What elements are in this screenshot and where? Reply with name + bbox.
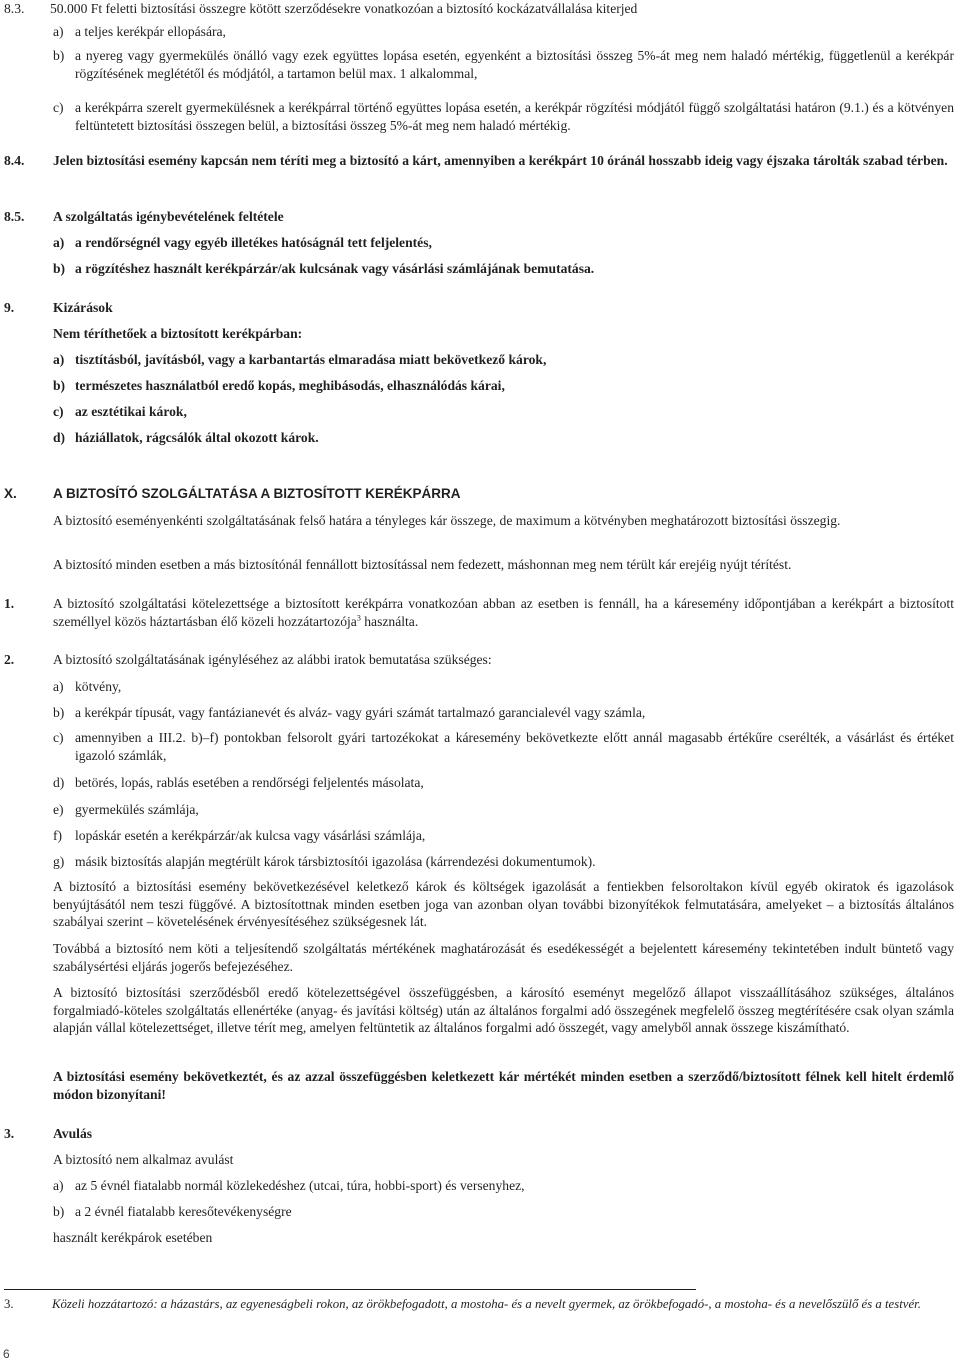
list-item — [53, 729, 954, 764]
list-text: másik biztosítás alapján megtérült károk társbiztosítói igazolása (kárrendezési dokumentumok). — [75, 854, 596, 869]
list-letter: d) — [53, 775, 65, 790]
paragraph: használt kerékpárok esetében — [53, 1230, 213, 1245]
footnote-divider — [4, 1289, 696, 1290]
list-item — [53, 377, 954, 395]
list-letter: c) — [53, 404, 64, 419]
list-letter: b) — [53, 48, 65, 63]
list-item — [53, 23, 954, 41]
list-text: lopáskár esetén a kerékpárzár/ak kulcsa vagy vásárlási számlája, — [75, 828, 426, 843]
list-letter: e) — [53, 802, 64, 817]
footnote-ref: 3 — [356, 613, 361, 623]
section-number: 9. — [4, 300, 15, 315]
list-text: háziállatok, rágcsálók által okozott károk. — [75, 430, 319, 445]
list-text: az 5 évnél fiatalabb normál közlekedéshez (utcai, túra, hobbi-sport) és versenyhez, — [75, 1178, 525, 1193]
list-letter: b) — [53, 1204, 65, 1219]
list-letter: a) — [53, 235, 65, 250]
list-letter: a) — [53, 352, 65, 367]
section-text — [53, 595, 954, 630]
subtitle-text: Nem téríthetőek a biztosított kerékpárban: — [53, 326, 303, 341]
list-letter: b) — [53, 378, 66, 393]
section-number: 2. — [4, 652, 15, 667]
paragraph: Továbbá a biztosító nem köti a teljesítendő szolgáltatás mértékének maghatározását és esedékességét a bejelentett káresemény tekintetében indult büntető vagy szabálysértési eljárás jogerős befejezéséhez. — [53, 941, 954, 974]
section-text: A szolgáltatás igénybevételének feltétele — [53, 209, 284, 224]
list-letter: g) — [53, 854, 65, 869]
list-text: a teljes kerékpár ellopására, — [75, 24, 226, 39]
list-text: a kerékpárra szerelt gyermekülésnek a kerékpárral történő együttes lopása esetén, a kerékpár rögzítési módjától függő szolgáltatási határon (9.1.) és a kötvényen feltüntetett biztosítási összegen belül, a biztosítási összeg 5%-át meg nem haladó mértékig. — [75, 100, 954, 133]
list-letter: a) — [53, 1178, 64, 1193]
list-item — [53, 1203, 954, 1221]
section-text: 50.000 Ft feletti biztosítási összegre kötött szerződésekre vonatkozóan a biztosító kockázatvállalása kiterjed — [50, 1, 638, 16]
list-item — [53, 403, 954, 421]
section-text: Jelen biztosítási esemény kapcsán nem téríti meg a biztosító a kárt, amennyiben a kerékpárt 10 óránál hosszabb ideig vagy éjszaka tárolták szabad térben. — [53, 153, 948, 168]
list-letter: c) — [53, 730, 64, 745]
section-subtitle — [53, 325, 954, 343]
list-letter: a) — [53, 24, 64, 39]
list-text: az esztétikai károk, — [75, 404, 187, 419]
list-item — [53, 47, 954, 82]
list-text: a nyereg vagy gyermekülés önálló vagy ezek együttes lopása esetén, egyenként a biztosítási összeg 5%-át meg nem haladó mértékig, függetlenül a kerékpár rögzítésének meglététől és módjától, a tartamon belül max. 1 alkalommal, — [75, 48, 954, 81]
list-item — [53, 801, 954, 819]
list-item — [53, 260, 954, 278]
list-text: tisztításból, javításból, vagy a karbantartás elmaradása miatt bekövetkező károk, — [75, 352, 547, 367]
list-text: a kerékpár típusát, vagy fantázianevét és alváz- vagy gyári számát tartalmazó garancialevél vagy számla, — [75, 705, 646, 720]
page-number: 6 — [3, 1347, 10, 1361]
list-text: betörés, lopás, rablás esetében a rendőrségi feljelentés másolata, — [75, 775, 424, 790]
section-number: 3. — [4, 1126, 15, 1141]
section-number: 8.4. — [4, 153, 25, 168]
list-letter: b) — [53, 261, 66, 276]
list-letter: b) — [53, 705, 65, 720]
list-item — [53, 827, 954, 845]
section-number: 8.5. — [4, 209, 25, 224]
list-letter: c) — [53, 100, 64, 115]
footnote — [4, 1296, 956, 1314]
list-item — [53, 774, 954, 792]
list-text: a rendőrségnél vagy egyéb illetékes hatóságnál tett feljelentés, — [75, 235, 432, 250]
paragraph: A biztosító minden esetben a más biztosítónál fennállott biztosítással nem fedezett, máshonnan meg nem térült kár erejéig nyújt térítést. — [53, 557, 792, 572]
paragraph: A biztosító biztosítási szerződésből eredő kötelezettségével összefüggésben, a károsító eseményt megelőző állapot visszaállításához szükséges, általános forgalmiadó-köteles szolgáltatás ellenértéke (anyag- és javítási költség) után az általános forgalmi adó összegének megfelelő összeg megtérítésére csak olyan számla alapján vállal kötelezettséget, illetve térít meg, amelyen feltüntetik az általános forgalmi adó összegét, vagy amelyből annak összege kiszámítható. — [53, 985, 954, 1036]
section-number: 8.3. — [4, 1, 25, 16]
section-title: A BIZTOSÍTÓ SZOLGÁLTATÁSA A BIZTOSÍTOTT KERÉKPÁRRA — [53, 486, 461, 501]
paragraph-emphasis: A biztosítási esemény bekövetkeztét, és az azzal összefüggésben keletkezett kár mértékét minden esetben a szerződő/biztosított félnek kell hitelt érdemlő módon bizonyítani! — [53, 1069, 954, 1102]
list-letter: d) — [53, 430, 66, 445]
list-item — [53, 429, 954, 447]
paragraph: A biztosító eseményenkénti szolgáltatásának felső határa a tényleges kár összege, de maximum a kötvényben meghatározott biztosítási összegig. — [53, 513, 841, 528]
list-text: kötvény, — [75, 679, 122, 694]
section-title: Kizárások — [53, 300, 113, 315]
footnote-number: 3. — [4, 1297, 14, 1311]
list-letter: a) — [53, 679, 64, 694]
paragraph: A biztosító a biztosítási esemény bekövetkezésével keletkező károk és költségek igazolását a fentiekben felsoroltakon kívül egyéb okiratok és igazolások benyújtásától nem teszi függővé. A biztosítottnak minden esetben joga van azonban olyan további bizonyítékok felmutatására, amelyeket – a biztosítás általános szabályai szerint – követelésének érvényesítéséhez szükségesnek lát. — [53, 879, 954, 930]
section-text: A biztosító szolgáltatásának igényléséhez az alábbi iratok bemutatása szükséges: — [53, 652, 492, 667]
list-item — [53, 1177, 954, 1195]
list-item — [53, 351, 954, 369]
section-text-main: A biztosító szolgáltatási kötelezettsége a biztosított kerékpárra vonatkozóan abban az esetben is fennáll, ha a káresemény időpontjában a kerékpárt a biztosított személlyel közös háztartásban élő közeli hozzátartozója — [53, 596, 954, 629]
section-title: Avulás — [53, 1126, 93, 1141]
list-item — [53, 99, 954, 134]
list-item — [53, 704, 954, 722]
list-text: természetes használatból eredő kopás, meghibásodás, elhasználódás kárai, — [75, 378, 505, 393]
footnote-text: Közeli hozzátartozó: a házastárs, az egyeneságbeli rokon, az örökbefogadott, a mostoha- és a nevelt gyermek, az örökbefogadó-, a mostoha- és a nevelőszülő és a testvér. — [52, 1297, 921, 1311]
list-item — [53, 853, 954, 871]
list-text: amennyiben a III.2. b)–f) pontokban felsorolt gyári tartozékokat a káresemény bekövetkezte előtt annál magasabb értékűre cserélték, a vásárlást és értéket igazoló számlák, — [75, 730, 954, 763]
list-letter: f) — [53, 828, 63, 843]
paragraph: A biztosító nem alkalmaz avulást — [53, 1152, 234, 1167]
list-item — [53, 234, 954, 252]
section-number: 1. — [4, 596, 15, 611]
section-text-tail: használta. — [360, 613, 419, 629]
list-text: gyermekülés számlája, — [75, 802, 199, 817]
list-text: a 2 évnél fiatalabb keresőtevékenységre — [75, 1204, 292, 1219]
section-number: X. — [4, 486, 17, 501]
list-text: a rögzítéshez használt kerékpárzár/ak kulcsának vagy vásárlási számlájának bemutatása. — [75, 261, 595, 276]
list-item — [53, 678, 954, 696]
